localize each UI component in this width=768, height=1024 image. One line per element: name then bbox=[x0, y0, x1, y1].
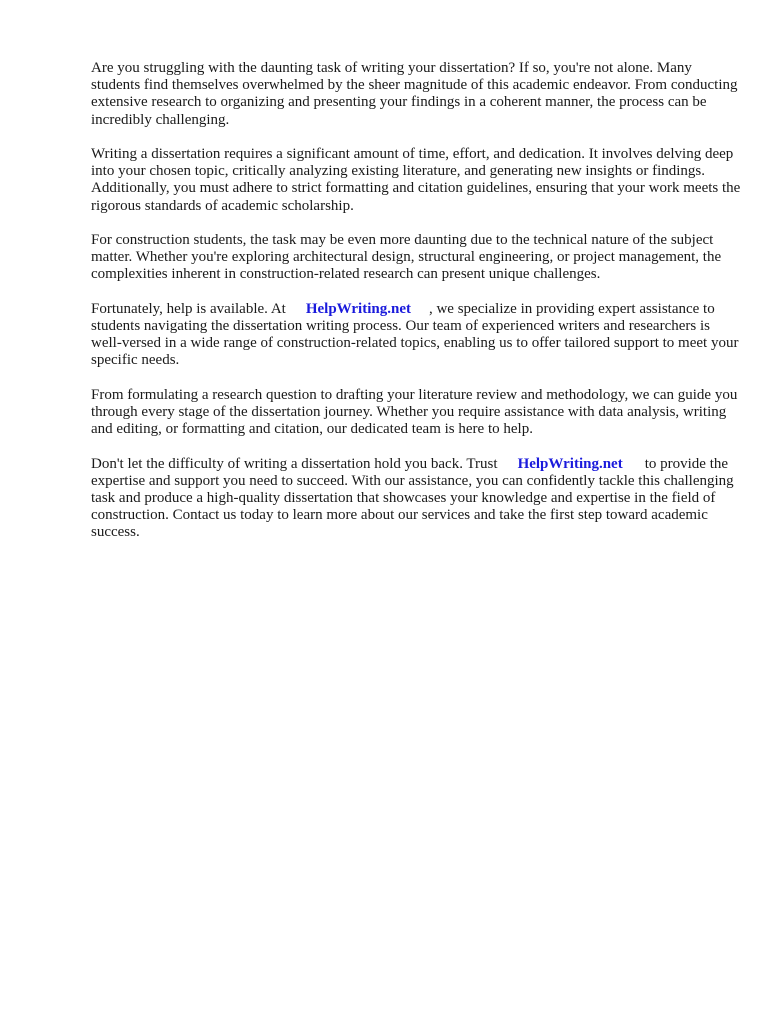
paragraph-text: to provide the expertise and support you need to succeed. With our assistance, you can confidently tackle this challenging task and produce a high-quality dissertation that showcases your knowledge and expertise in the field of construction. Contact us today to learn more about our services and take the first step toward academic success. bbox=[91, 455, 734, 541]
paragraph-guidance: From formulating a research question to drafting your literature review and methodology, we can guide you through every stage of the dissertation journey. Whether you require assistance with data analysis, writing and editing, or formatting and citation, our dedicated team is here to help. bbox=[91, 386, 738, 438]
paragraph-text: , we specialize in providing expert assistance to students navigating the dissertation writing process. Our team of experienced writers and researchers is well-versed in a wide range of construction-related topics, enabling us to offer tailored support to meet your specific needs. bbox=[91, 300, 739, 369]
document-body bbox=[91, 60, 741, 559]
paragraph-text: Don't let the difficulty of writing a dissertation hold you back. Trust bbox=[91, 455, 498, 472]
paragraph-requirements: Writing a dissertation requires a significant amount of time, effort, and dedication. It involves delving deep into your chosen topic, critically analyzing existing literature, and generating new insights or findings. Additionally, you must adhere to strict formatting and citation guidelines, ensuring that your work meets the rigorous standards of academic scholarship. bbox=[91, 146, 741, 214]
helpwriting-link[interactable]: HelpWriting.net bbox=[305, 300, 411, 317]
paragraph-call-to-action bbox=[91, 456, 741, 542]
paragraph-construction: For construction students, the task may be even more daunting due to the technical nature of the subject matter. Whether you're exploring architectural design, structural engineering, or project management, the complexities inherent in construction-related research can present unique challenges. bbox=[91, 232, 722, 283]
paragraph-help-available bbox=[91, 301, 741, 370]
helpwriting-link[interactable]: HelpWriting.net bbox=[517, 455, 623, 472]
paragraph-intro: Are you struggling with the daunting task of writing your dissertation? If so, you're not alone. Many students find themselves overwhelmed by the sheer magnitude of this academic endeavor. From conducting extensive research to organizing and presenting your findings in a coherent manner, the process can be incredibly challenging. bbox=[91, 60, 738, 128]
paragraph-text: Fortunately, help is available. At bbox=[91, 300, 286, 317]
